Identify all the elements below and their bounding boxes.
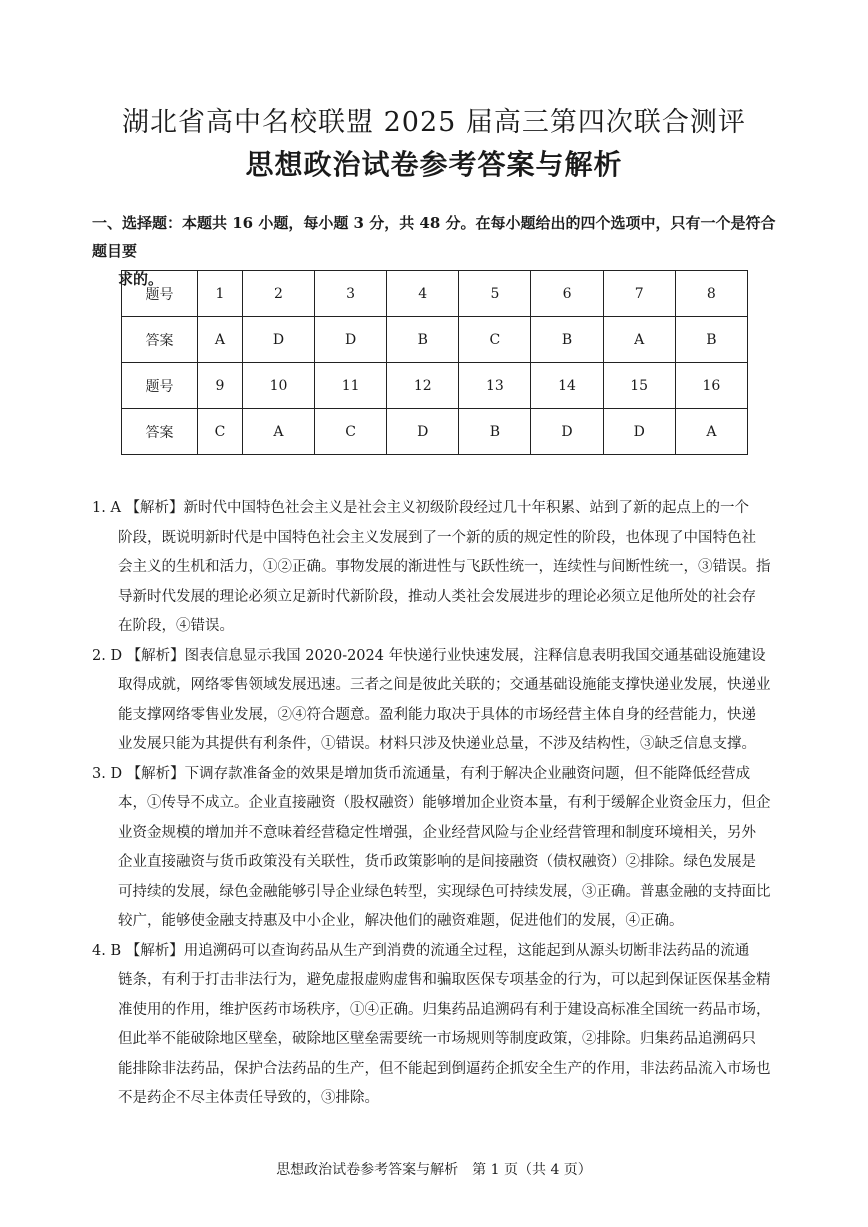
table-cell: 16	[675, 363, 747, 409]
table-cell: 9	[198, 363, 243, 409]
explanation-line: 准使用的作用，维护医药市场秩序，①④正确。归集药品追溯码有利于建设高标准全国统一药品市场，	[118, 1001, 771, 1018]
table-cell: 7	[603, 271, 675, 317]
explanation-line: 会主义的生机和活力，①②正确。事物发展的渐进性与飞跃性统一，连续性与间断性统一，③错误。指	[118, 559, 771, 575]
table-cell: D	[387, 409, 459, 455]
table-cell: C	[315, 409, 387, 455]
table-cell: 10	[242, 363, 314, 409]
document-title: 湖北省高中名校联盟 2025 届高三第四次联合测评	[122, 107, 746, 138]
table-cell: 13	[459, 363, 531, 409]
table-cell: C	[198, 409, 243, 455]
table-cell: 14	[531, 363, 603, 409]
list-item	[92, 760, 778, 937]
table-cell: 15	[603, 363, 675, 409]
explanations-list	[92, 494, 778, 1114]
table-cell: 3	[315, 271, 387, 317]
explanation-line: 能排除非法药品，保护合法药品的生产，但不能起到倒逼药企抓安全生产的作用，非法药品流入市场也	[118, 1060, 771, 1077]
explanation-line: 取得成就，网络零售领域发展迅速。三者之间是彼此关联的；交通基础设施能支撑快递业发展，快递业	[118, 677, 771, 693]
explanation-line: 2. D 【解析】图表信息显示我国 2020-2024 年快递行业快速发展，注释信息表明我国交通基础设施建设	[92, 647, 766, 664]
explanation-line: 本，①传导不成立。企业直接融资（股权融资）能够增加企业资本量，有利于缓解企业资金压力，但企	[118, 795, 771, 811]
explanation-line: 能支撑网络零售业发展，②④符合题意。盈利能力取决于具体的市场经营主体自身的经营能力，快递	[118, 706, 756, 723]
table-row-label: 题号	[122, 271, 198, 317]
answer-table	[121, 270, 748, 455]
table-cell: 11	[315, 363, 387, 409]
explanation-line: 阶段，既说明新时代是中国特色社会主义发展到了一个新的质的规定性的阶段，也体现了中国特色社	[118, 529, 756, 546]
table-row-label: 题号	[122, 363, 198, 409]
table-row	[122, 317, 748, 363]
explanation-line: 3. D 【解析】下调存款准备金的效果是增加货币流通量，有利于解决企业融资问题，但不能降低经营成	[92, 765, 751, 782]
table-cell: B	[675, 317, 747, 363]
table-cell: A	[242, 409, 314, 455]
section-heading-line2: 求的。	[118, 270, 164, 288]
list-item	[92, 937, 778, 1114]
page-footer: 思想政治试卷参考答案与解析 第 1 页（共 4 页）	[276, 1162, 592, 1178]
explanation-line: 但此举不能破除地区壁垒，破除地区壁垒需要统一市场规则等制度政策，②排除。归集药品追溯码只	[118, 1031, 756, 1047]
table-cell: A	[603, 317, 675, 363]
table-row-label: 答案	[122, 409, 198, 455]
explanation-line: 1. A 【解析】新时代中国特色社会主义是社会主义初级阶段经过几十年积累、站到了新的起点上的一个	[92, 500, 750, 516]
table-row	[122, 409, 748, 455]
table-cell: 6	[531, 271, 603, 317]
table-cell: 4	[387, 271, 459, 317]
list-item	[92, 494, 778, 642]
explanation-line: 链条，有利于打击非法行为，避免虚报虚购虚售和骗取医保专项基金的行为，可以起到保证医保基金精	[118, 972, 771, 988]
section-heading-line1: 一、选择题：本题共 16 小题，每小题 3 分，共 48 分。在每小题给出的四个选项中，只有一个是符合题目要	[92, 214, 776, 260]
explanation-line: 企业直接融资与货币政策没有关联性，货币政策影响的是间接融资（债权融资）②排除。绿色发展是	[118, 854, 756, 870]
explanation-line: 不是药企不尽主体责任导致的，③排除。	[118, 1090, 379, 1106]
explanation-line: 业资金规模的增加并不意味着经营稳定性增强，企业经营风险与企业经营管理和制度环境相关，另外	[118, 824, 756, 841]
table-cell: D	[242, 317, 314, 363]
table-cell: A	[198, 317, 243, 363]
table-cell: B	[387, 317, 459, 363]
explanation-line: 在阶段，④错误。	[118, 618, 234, 634]
table-cell: 1	[198, 271, 243, 317]
table-cell: B	[459, 409, 531, 455]
document-subtitle: 思想政治试卷参考答案与解析	[245, 148, 623, 181]
table-cell: D	[603, 409, 675, 455]
table-cell: 12	[387, 363, 459, 409]
table-cell: D	[531, 409, 603, 455]
table-cell: C	[459, 317, 531, 363]
table-row	[122, 363, 748, 409]
table-cell: B	[531, 317, 603, 363]
table-cell: D	[315, 317, 387, 363]
explanation-line: 较广，能够使金融支持惠及中小企业，解决他们的融资难题，促进他们的发展，④正确。	[118, 913, 684, 929]
table-cell: A	[675, 409, 747, 455]
explanation-line: 业发展只能为其提供有利条件，①错误。材料只涉及快递业总量，不涉及结构性，③缺乏信息支撑。	[118, 736, 756, 752]
table-cell: 5	[459, 271, 531, 317]
list-item	[92, 642, 778, 760]
explanation-line: 4. B 【解析】用追溯码可以查询药品从生产到消费的流通全过程，这能起到从源头切断非法药品的流通	[92, 942, 750, 959]
table-row	[122, 271, 748, 317]
table-cell: 8	[675, 271, 747, 317]
table-cell: 2	[242, 271, 314, 317]
table-row-label: 答案	[122, 317, 198, 363]
explanation-line: 可持续的发展，绿色金融能够引导企业绿色转型，实现绿色可持续发展，③正确。普惠金融的支持面比	[118, 883, 771, 900]
explanation-line: 导新时代发展的理论必须立足新时代新阶段，推动人类社会发展进步的理论必须立足他所处的社会存	[118, 588, 756, 605]
